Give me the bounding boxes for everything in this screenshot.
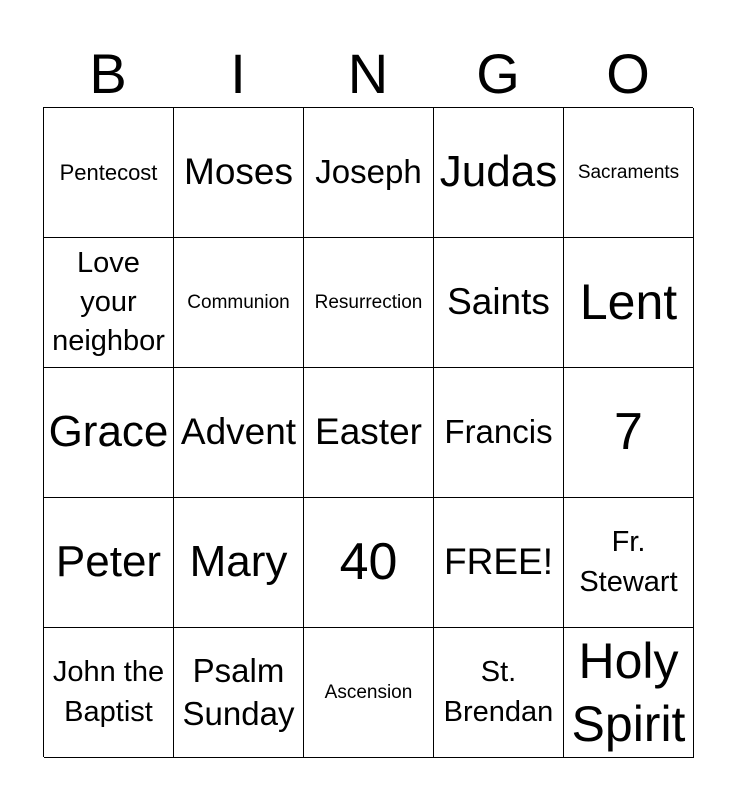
cell-label: Sacraments — [577, 161, 680, 183]
bingo-cell[interactable] — [564, 368, 694, 498]
bingo-cell[interactable] — [434, 238, 564, 368]
bingo-cell[interactable] — [44, 108, 174, 238]
bingo-cell[interactable] — [434, 498, 564, 628]
bingo-cell[interactable] — [304, 628, 434, 758]
bingo-cell[interactable] — [174, 238, 304, 368]
cell-label: Communion — [187, 291, 290, 313]
bingo-cell[interactable] — [304, 238, 434, 368]
bingo-cell[interactable] — [564, 628, 694, 758]
bingo-grid — [43, 107, 693, 757]
bingo-cell[interactable] — [174, 108, 304, 238]
cell-label: Love your neighbor — [52, 246, 165, 358]
cell-label: Ascension — [324, 681, 413, 703]
cell-label: St. Brendan — [443, 656, 554, 728]
cell-label: 7 — [614, 402, 643, 461]
cell-label: Holy Spirit — [571, 633, 686, 752]
cell-label: Grace — [48, 407, 169, 457]
cell-label: Resurrection — [314, 291, 423, 313]
cell-label: Lent — [579, 274, 678, 331]
cell-label: Joseph — [315, 153, 422, 191]
cell-label: 40 — [339, 532, 398, 591]
bingo-cell[interactable] — [44, 628, 174, 758]
bingo-cell[interactable] — [44, 368, 174, 498]
bingo-cell[interactable] — [434, 108, 564, 238]
header-letter-o: O — [606, 42, 650, 105]
bingo-cell[interactable] — [564, 108, 694, 238]
bingo-cell[interactable] — [564, 498, 694, 628]
cell-label: Peter — [55, 537, 162, 587]
bingo-cell[interactable] — [434, 628, 564, 758]
bingo-cell[interactable] — [174, 628, 304, 758]
cell-label: Mary — [189, 537, 288, 587]
cell-label: Moses — [184, 151, 293, 193]
header-letter-b: B — [89, 42, 127, 105]
bingo-header — [43, 40, 693, 108]
cell-label: Pentecost — [59, 159, 158, 185]
bingo-cell[interactable] — [304, 368, 434, 498]
cell-label: Advent — [180, 411, 297, 453]
header-letter-g: G — [476, 42, 520, 105]
bingo-cell[interactable] — [564, 238, 694, 368]
bingo-cell[interactable] — [174, 368, 304, 498]
bingo-cell[interactable] — [304, 498, 434, 628]
header-letter-n: N — [347, 42, 389, 105]
cell-label: Easter — [315, 411, 422, 453]
cell-label: Psalm Sunday — [182, 651, 295, 732]
bingo-cell[interactable] — [174, 498, 304, 628]
cell-label: Fr. Stewart — [579, 526, 678, 598]
bingo-cell[interactable] — [434, 368, 564, 498]
cell-label: John the Baptist — [52, 656, 165, 728]
header-letter-i: I — [230, 42, 246, 105]
bingo-cell[interactable] — [44, 498, 174, 628]
cell-label: FREE! — [444, 541, 553, 583]
cell-label: Francis — [444, 413, 553, 451]
bingo-cell[interactable] — [304, 108, 434, 238]
cell-label: Saints — [447, 281, 550, 323]
cell-label: Judas — [439, 147, 558, 197]
bingo-cell[interactable] — [44, 238, 174, 368]
